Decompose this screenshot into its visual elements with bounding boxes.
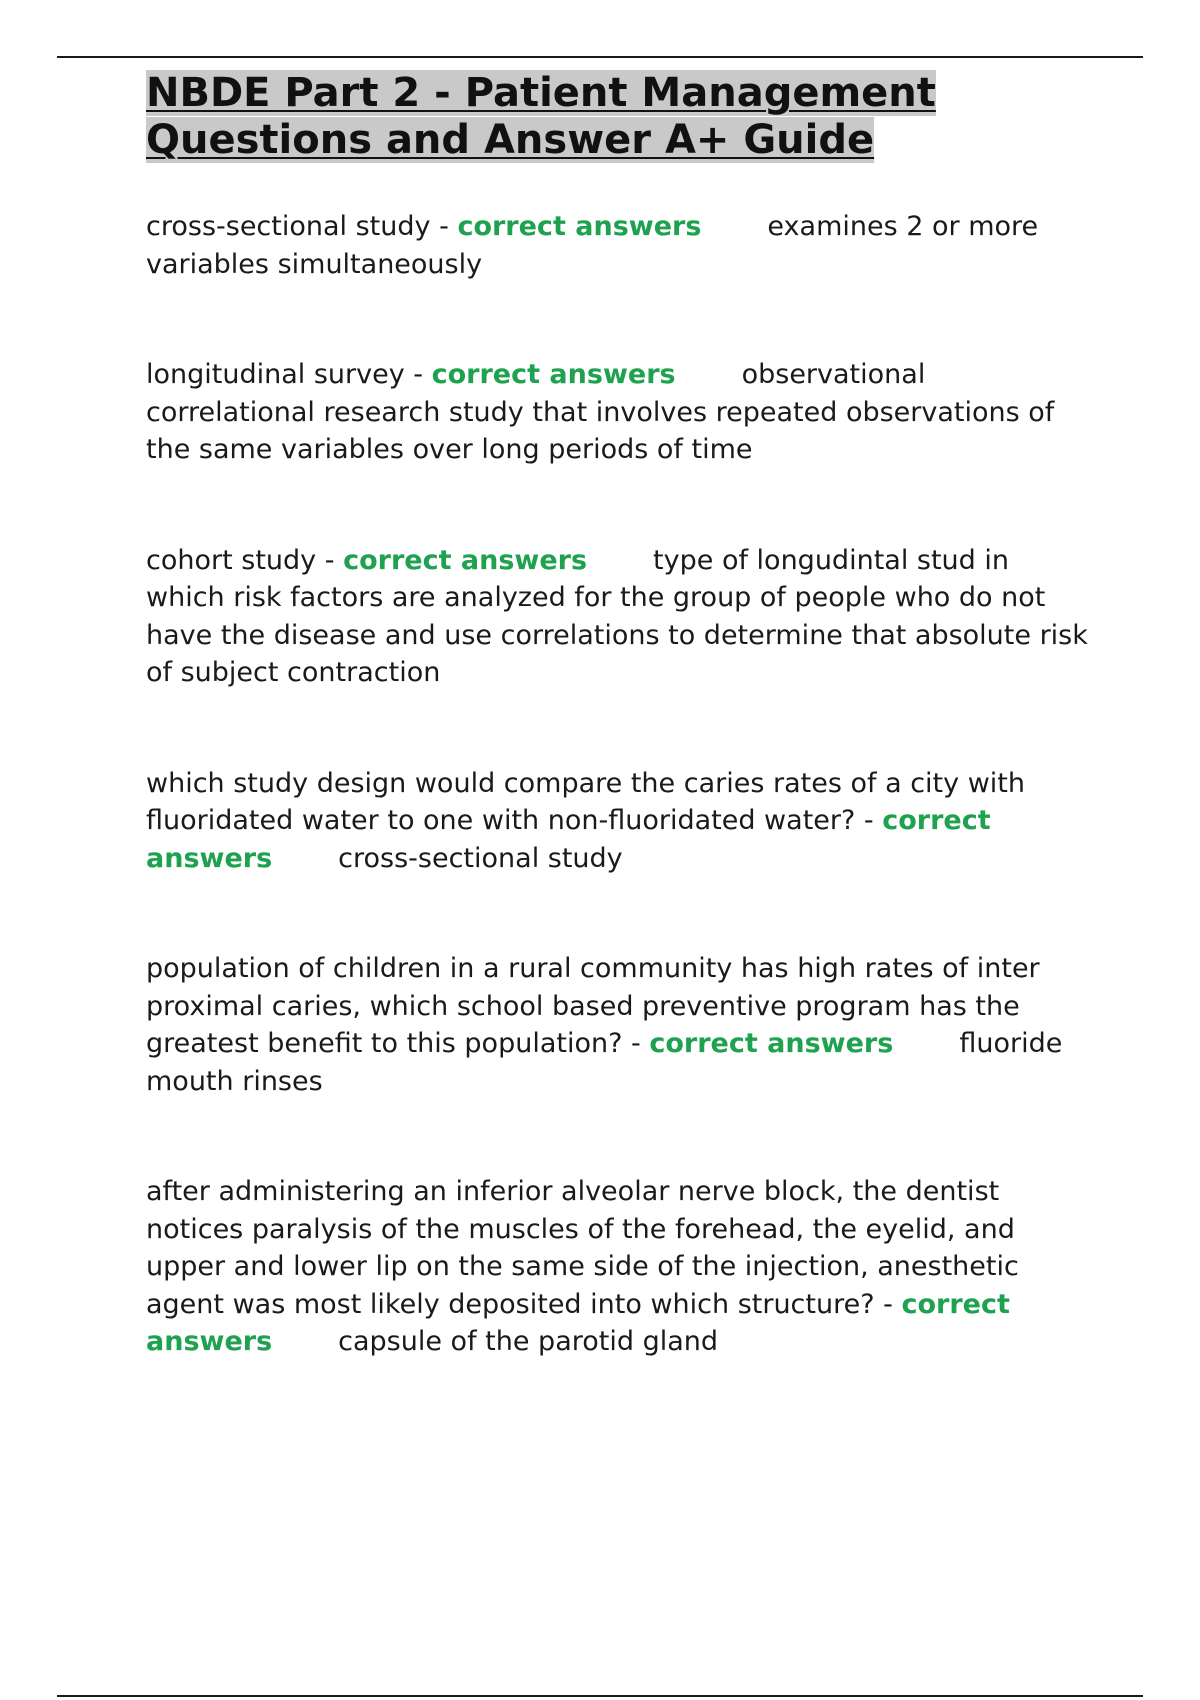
title-line-2: Questions and Answer A+ Guide bbox=[146, 117, 875, 163]
top-rule bbox=[57, 56, 1143, 58]
answer-label: correct answers bbox=[457, 211, 702, 242]
qa-entry bbox=[146, 356, 1096, 469]
document-body bbox=[146, 70, 1096, 1434]
answer-text: type of longudintal stud in which risk factors are analyzed for the group of people who do not have the disease and use correlations to determine that absolute risk of subject contraction bbox=[146, 544, 1088, 688]
question-text: cohort study bbox=[146, 544, 317, 576]
answer-label: correct answers bbox=[649, 1028, 894, 1059]
question-text: after administering an inferior alveolar nerve block, the dentist notices paralysis of the muscles of the forehead, the eyelid, and upper and lower lip on the same side of the injection, anesthetic agent was most likely deposited into which structure? bbox=[146, 1176, 1019, 1320]
answer-text: cross-sectional study bbox=[338, 842, 623, 874]
qa-entry bbox=[146, 765, 1096, 878]
answer-text: fluoride mouth rinses bbox=[146, 1028, 1063, 1097]
question-text: cross-sectional study bbox=[146, 211, 431, 242]
answer-label: correct answers bbox=[431, 359, 676, 390]
qa-entry bbox=[146, 208, 1096, 283]
question-text: longitudinal survey bbox=[146, 359, 405, 390]
separator: - bbox=[622, 1028, 650, 1059]
separator: - bbox=[404, 359, 432, 390]
answer-text: capsule of the parotid gland bbox=[338, 1326, 719, 1357]
separator: - bbox=[316, 544, 344, 576]
qa-entry bbox=[146, 950, 1096, 1100]
separator: - bbox=[430, 211, 458, 242]
qa-list bbox=[146, 208, 1096, 1361]
question-text: which study design would compare the caries rates of a city with fluoridated water to one with non-fluoridated water? bbox=[146, 767, 1025, 836]
qa-entry bbox=[146, 1173, 1096, 1361]
bottom-rule bbox=[57, 1695, 1143, 1697]
answer-text: observational correlational research study that involves repeated observations of the same variables over long periods of time bbox=[146, 359, 1055, 465]
document-title bbox=[146, 70, 1096, 164]
answer-label: correct answers bbox=[146, 1288, 1010, 1357]
answer-text: examines 2 or more variables simultaneously bbox=[146, 211, 1039, 280]
question-text: population of children in a rural community has high rates of inter proximal caries, which school based preventive program has the greatest benefit to this population? bbox=[146, 953, 1040, 1059]
answer-label: correct answers bbox=[343, 544, 588, 576]
qa-entry bbox=[146, 542, 1096, 692]
separator: - bbox=[874, 1288, 902, 1320]
answer-label: correct answers bbox=[146, 805, 991, 874]
separator: - bbox=[855, 805, 883, 836]
title-line-1: NBDE Part 2 - Patient Management bbox=[146, 70, 936, 116]
